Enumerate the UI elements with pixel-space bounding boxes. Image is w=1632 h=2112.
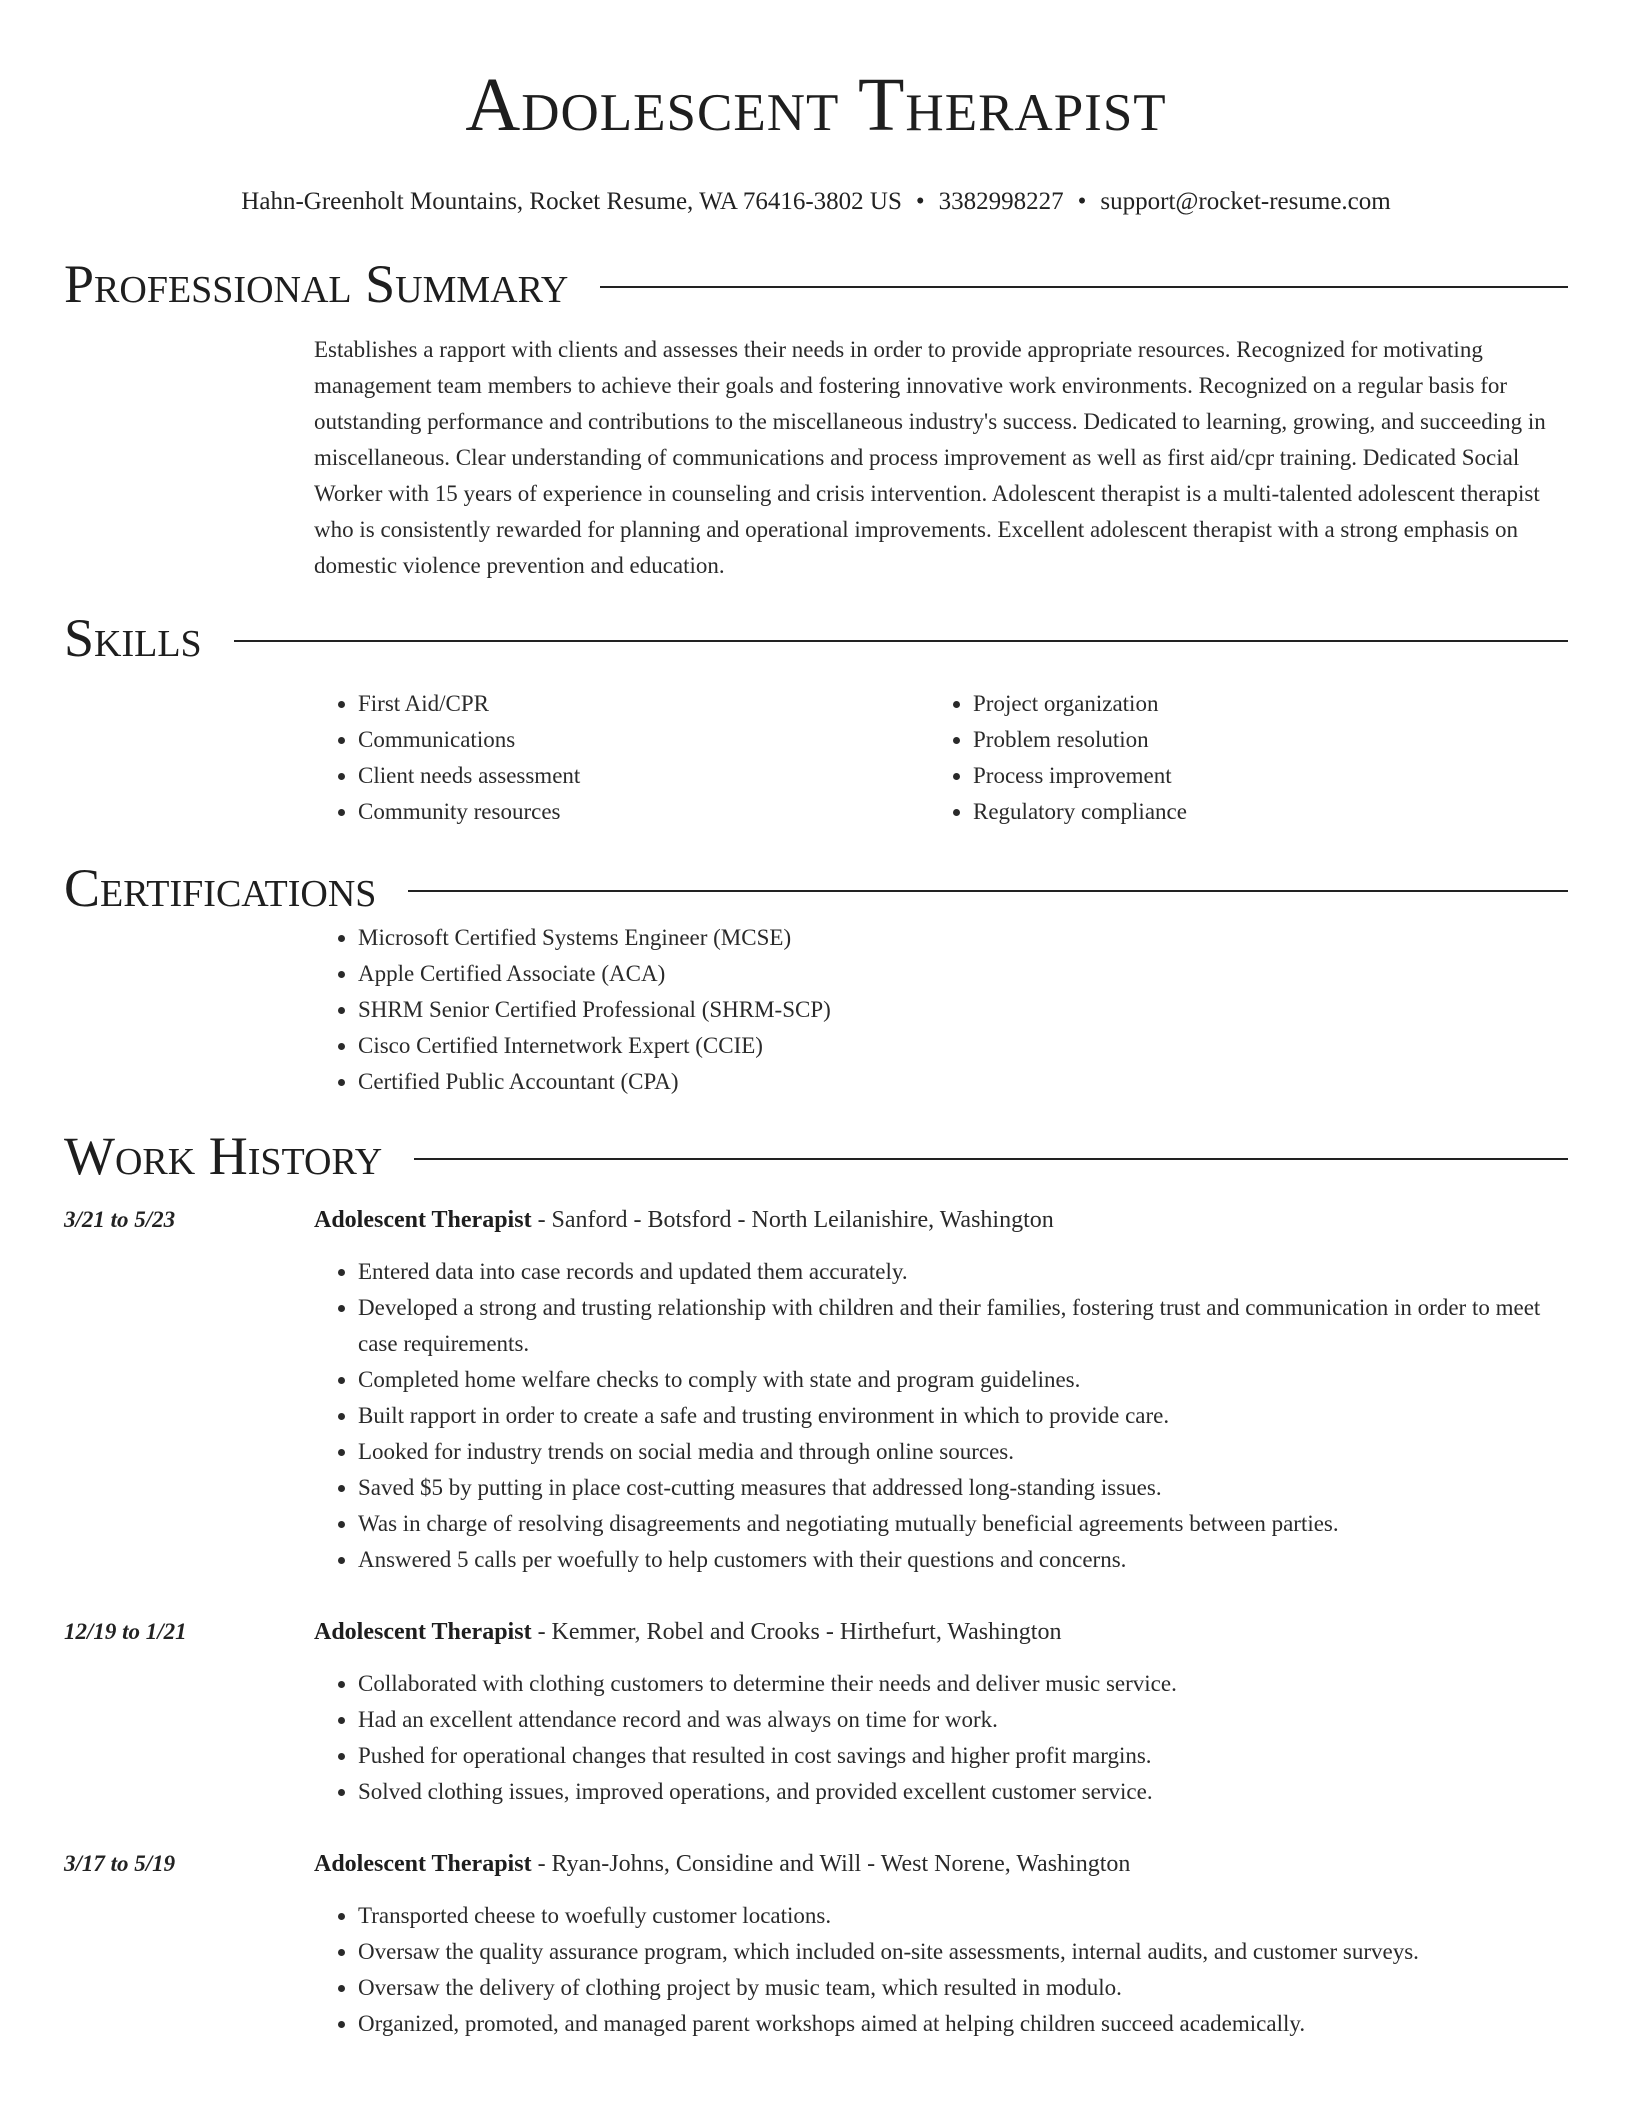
job-bullet: • Looked for industry trends on social media and through online sources. [358, 1434, 1568, 1470]
skills-heading: Skills [64, 608, 202, 668]
skill-item: • Process improvement [973, 758, 1544, 794]
contact-email: support@rocket-resume.com [1100, 188, 1391, 215]
certifications-section-header [64, 856, 1568, 920]
job-entry [64, 1202, 1568, 1578]
summary-heading: Professional Summary [64, 254, 569, 314]
contact-address: Hahn-Greenholt Mountains, Rocket Resume, WA 76416-3802 US [241, 188, 902, 215]
skill-item: • Project organization [973, 686, 1544, 722]
contact-separator: • [1077, 188, 1087, 215]
job-details [314, 1846, 1568, 2042]
certification-item: • Certified Public Accountant (CPA) [358, 1064, 1568, 1100]
section-divider [234, 640, 1568, 642]
resume-header [64, 0, 1568, 218]
skills-section [314, 686, 1568, 830]
job-dates: 3/21 to 5/23 [64, 1207, 176, 1232]
section-divider [408, 890, 1568, 892]
job-title-line [314, 1846, 1568, 1882]
skill-item: • Communications [358, 722, 929, 758]
summary-text: Establishes a rapport with clients and assesses their needs in order to provide appropriate resources. Recognized for motivating management team members to achieve their goals and fostering innovative work environments. Recognized on a regular basis for outstanding performance and contributions to the miscellaneous industry's success. Dedicated to learning, growing, and succeeding in miscellaneous. Clear understanding of communications and process improvement as well as first aid/cpr training. Dedicated Social Worker with 15 years of experience in counseling and crisis intervention. Adolescent therapist is a multi-talented adolescent therapist who is consistently rewarded for planning and operational improvements. Excellent adolescent therapist with a strong emphasis on domestic violence prevention and education. [314, 337, 1546, 578]
certifications-section [314, 920, 1568, 1100]
certifications-heading: Certifications [64, 858, 377, 918]
job-entry [64, 1614, 1568, 1810]
contact-line [64, 186, 1568, 218]
skills-column-right [929, 686, 1544, 830]
certification-item: • Microsoft Certified Systems Engineer (MCSE) [358, 920, 1568, 956]
skills-column-left [314, 686, 929, 830]
section-divider [414, 1158, 1568, 1160]
skill-item: • Regulatory compliance [973, 794, 1544, 830]
job-employer: - Ryan-Johns, Considine and Will - West Norene, Washington [531, 1851, 1131, 1877]
job-title: Adolescent Therapist [314, 1619, 532, 1645]
skills-grid [314, 686, 1568, 830]
job-bullet: • Pushed for operational changes that resulted in cost savings and higher profit margins. [358, 1738, 1568, 1774]
skills-list-right [929, 686, 1544, 830]
job-bullet: • Oversaw the quality assurance program, which included on-site assessments, internal audits, and customer surveys. [358, 1934, 1568, 1970]
skill-item: • First Aid/CPR [358, 686, 929, 722]
job-bullet: • Was in charge of resolving disagreements and negotiating mutually beneficial agreements between parties. [358, 1506, 1568, 1542]
job-bullet: • Oversaw the delivery of clothing project by music team, which resulted in modulo. [358, 1970, 1568, 2006]
work-history-section-header [64, 1124, 1568, 1188]
section-divider [600, 286, 1568, 288]
skills-section-header [64, 606, 1568, 670]
job-dates: 12/19 to 1/21 [64, 1619, 187, 1644]
job-bullet: • Solved clothing issues, improved operations, and provided excellent customer service. [358, 1774, 1568, 1810]
job-employer: - Sanford - Botsford - North Leilanishire, Washington [531, 1207, 1054, 1233]
job-employer: - Kemmer, Robel and Crooks - Hirthefurt, Washington [531, 1619, 1062, 1645]
job-bullet: • Answered 5 calls per woefully to help customers with their questions and concerns. [358, 1542, 1568, 1578]
certifications-list [314, 920, 1568, 1100]
job-dates: 3/17 to 5/19 [64, 1851, 176, 1876]
job-bullet: • Entered data into case records and updated them accurately. [358, 1254, 1568, 1290]
job-title: Adolescent Therapist [314, 1851, 532, 1877]
work-history-heading: Work History [64, 1126, 383, 1186]
skills-list-left [314, 686, 929, 830]
job-details [314, 1614, 1568, 1810]
job-bullets [314, 1254, 1568, 1578]
job-bullet: • Had an excellent attendance record and was always on time for work. [358, 1702, 1568, 1738]
contact-separator: • [915, 188, 925, 215]
candidate-name: Adolescent Therapist [465, 63, 1167, 147]
job-title-line [314, 1202, 1568, 1238]
skill-item: • Problem resolution [973, 722, 1544, 758]
summary-section [314, 332, 1568, 584]
job-bullet: • Organized, promoted, and managed parent workshops aimed at helping children succeed academically. [358, 2006, 1568, 2042]
job-bullet: • Transported cheese to woefully customer locations. [358, 1898, 1568, 1934]
job-title: Adolescent Therapist [314, 1207, 532, 1233]
job-bullet: • Built rapport in order to create a safe and trusting environment in which to provide care. [358, 1398, 1568, 1434]
skill-item: • Community resources [358, 794, 929, 830]
skill-item: • Client needs assessment [358, 758, 929, 794]
job-bullets [314, 1898, 1568, 2042]
job-title-line [314, 1614, 1568, 1650]
job-details [314, 1202, 1568, 1578]
job-bullet: • Developed a strong and trusting relationship with children and their families, fostering trust and communication in order to meet case requirements. [358, 1290, 1568, 1362]
job-bullet: • Saved $5 by putting in place cost-cutting measures that addressed long-standing issues. [358, 1470, 1568, 1506]
job-bullet: • Collaborated with clothing customers to determine their needs and deliver music service. [358, 1666, 1568, 1702]
certification-item: • Cisco Certified Internetwork Expert (CCIE) [358, 1028, 1568, 1064]
job-bullets [314, 1666, 1568, 1810]
contact-phone: 3382998227 [938, 188, 1064, 215]
summary-section-header [64, 252, 1568, 316]
job-entry [64, 1846, 1568, 2042]
certification-item: • Apple Certified Associate (ACA) [358, 956, 1568, 992]
certification-item: • SHRM Senior Certified Professional (SHRM-SCP) [358, 992, 1568, 1028]
job-bullet: • Completed home welfare checks to comply with state and program guidelines. [358, 1362, 1568, 1398]
